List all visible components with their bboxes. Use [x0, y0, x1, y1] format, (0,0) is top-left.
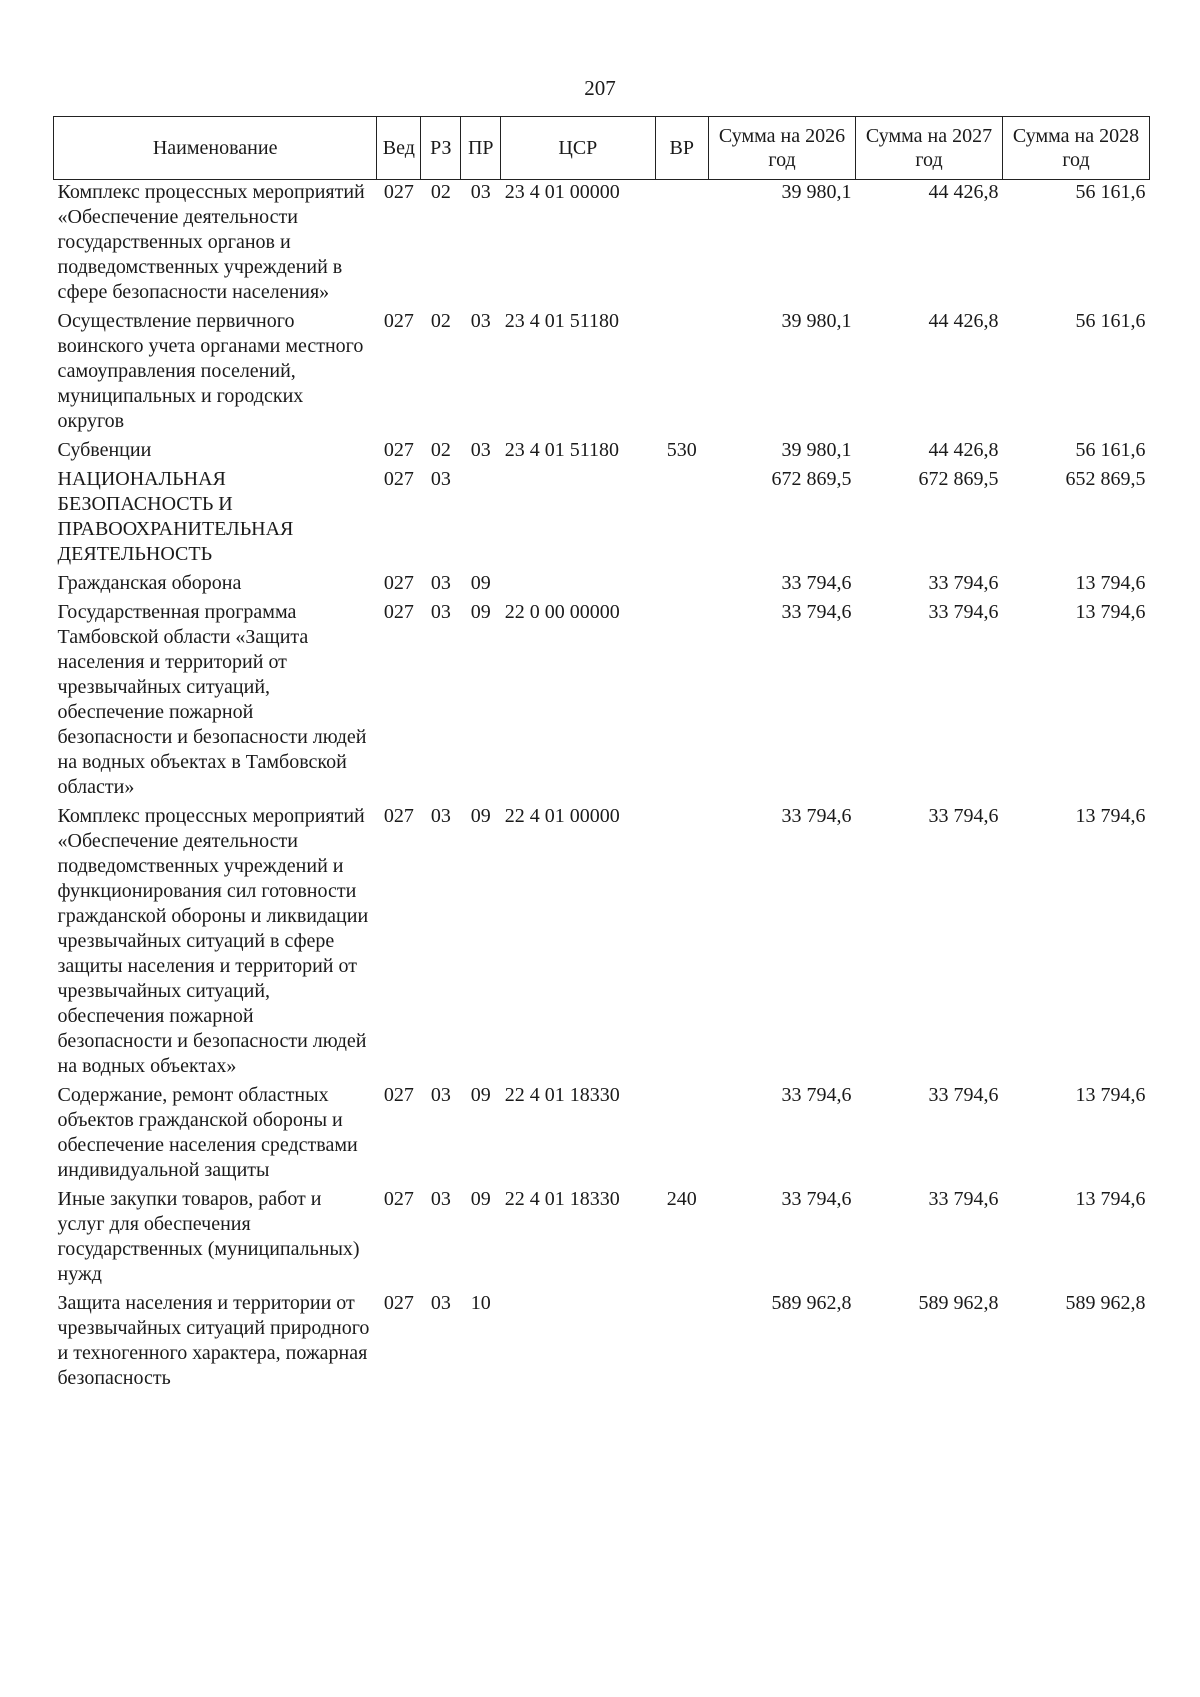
row-rz: 03: [430, 1188, 451, 1210]
row-ved: 027: [383, 1188, 414, 1210]
col-header-csr: ЦСР: [501, 117, 655, 180]
row-sum-2028: 56 161,6: [1075, 181, 1146, 203]
table-row-section: [54, 467, 1150, 571]
col-header-name: Наименование: [54, 117, 377, 180]
row-rz: 02: [430, 310, 451, 332]
row-csr: 23 4 01 00000: [504, 181, 620, 203]
col-header-sum-2026: Сумма на 2026 год: [709, 117, 856, 180]
row-ved: 027: [383, 1292, 414, 1314]
row-sum-2027: 672 869,5: [918, 468, 999, 490]
row-vr: [655, 1291, 709, 1395]
row-pr: 09: [470, 1188, 491, 1210]
row-sum-2027: 44 426,8: [928, 310, 999, 332]
row-name: Защита населения и территории от чрезвычайных ситуаций природного и техногенного характера, пожарная безопасность: [57, 1292, 370, 1389]
row-csr: [501, 571, 655, 600]
row-name: НАЦИОНАЛЬНАЯ БЕЗОПАСНОСТЬ И ПРАВООХРАНИТЕЛЬНАЯ ДЕЯТЕЛЬНОСТЬ: [57, 468, 294, 565]
row-csr: 22 4 01 18330: [504, 1188, 620, 1210]
row-rz: 03: [430, 1084, 451, 1106]
row-sum-2027: 33 794,6: [928, 1188, 999, 1210]
row-pr: 03: [470, 310, 491, 332]
row-csr: 23 4 01 51180: [504, 439, 619, 461]
row-sum-2027: 33 794,6: [928, 572, 999, 594]
col-header-rz: РЗ: [421, 117, 461, 180]
row-name: Осуществление первичного воинского учета органами местного самоуправления поселений, муниципальных и городских округов: [57, 310, 364, 432]
row-sum-2028: 652 869,5: [1065, 468, 1146, 490]
table-row: [54, 804, 1150, 1083]
row-sum-2027: 44 426,8: [928, 439, 999, 461]
row-sum-2027: 33 794,6: [928, 601, 999, 623]
row-ved: 027: [383, 181, 414, 203]
row-name: Содержание, ремонт областных объектов гражданской обороны и обеспечение населения средствами индивидуальной защиты: [57, 1084, 358, 1181]
row-name: Субвенции: [57, 439, 152, 461]
row-vr: [655, 467, 709, 571]
row-name: Иные закупки товаров, работ и услуг для обеспечения государственных (муниципальных) нужд: [57, 1188, 360, 1285]
row-vr: [655, 1083, 709, 1187]
row-rz: 03: [430, 805, 451, 827]
row-csr: 23 4 01 51180: [504, 310, 619, 332]
row-rz: 02: [430, 439, 451, 461]
row-vr: 240: [666, 1188, 697, 1210]
row-csr: 22 4 01 18330: [504, 1084, 620, 1106]
table-row: [54, 180, 1150, 310]
col-header-vr: ВР: [655, 117, 709, 180]
row-vr: 530: [666, 439, 697, 461]
row-sum-2026: 672 869,5: [771, 468, 852, 490]
row-sum-2026: 33 794,6: [781, 572, 852, 594]
row-pr: 03: [470, 181, 491, 203]
row-sum-2028: 13 794,6: [1075, 805, 1146, 827]
row-sum-2028: 13 794,6: [1075, 601, 1146, 623]
table-row: [54, 1083, 1150, 1187]
row-vr: [655, 571, 709, 600]
row-sum-2028: 13 794,6: [1075, 572, 1146, 594]
row-rz: 03: [430, 1292, 451, 1314]
row-rz: 03: [430, 468, 451, 490]
row-sum-2026: 39 980,1: [781, 310, 852, 332]
row-pr: 09: [470, 572, 491, 594]
row-sum-2028: 13 794,6: [1075, 1188, 1146, 1210]
row-pr: 10: [470, 1292, 491, 1314]
row-name: Комплекс процессных мероприятий «Обеспечение деятельности государственных органов и подведомственных учреждений в сфере безопасности населения»: [57, 181, 365, 303]
row-vr: [655, 600, 709, 804]
row-sum-2028: 13 794,6: [1075, 1084, 1146, 1106]
row-sum-2027: 33 794,6: [928, 805, 999, 827]
row-pr: 09: [470, 805, 491, 827]
row-ved: 027: [383, 601, 414, 623]
table-row: [54, 1187, 1150, 1291]
row-name: Гражданская оборона: [57, 572, 242, 594]
row-sum-2026: 33 794,6: [781, 1188, 852, 1210]
row-ved: 027: [383, 572, 414, 594]
row-pr: 09: [470, 601, 491, 623]
row-sum-2026: 33 794,6: [781, 601, 852, 623]
table-row: [54, 309, 1150, 438]
row-sum-2027: 44 426,8: [928, 181, 999, 203]
row-csr: 22 4 01 00000: [504, 805, 620, 827]
row-ved: 027: [383, 805, 414, 827]
row-pr: [461, 467, 501, 571]
row-pr: 03: [470, 439, 491, 461]
row-ved: 027: [383, 468, 414, 490]
row-vr: [655, 804, 709, 1083]
row-ved: 027: [383, 310, 414, 332]
row-ved: 027: [383, 439, 414, 461]
col-header-ved: Вед: [377, 117, 421, 180]
row-ved: 027: [383, 1084, 414, 1106]
row-pr: 09: [470, 1084, 491, 1106]
row-csr: [501, 467, 655, 571]
row-name: Комплекс процессных мероприятий «Обеспечение деятельности подведомственных учреждений и функционирования сил готовности гражданской обороны и ликвидации чрезвычайных ситуаций в сфере защиты населения и территорий от чрезвычайных ситуаций, обеспечения пожарной безопасности и безопасности людей на водных объектах»: [57, 805, 369, 1077]
table-header-row: [54, 117, 1150, 180]
row-name: Государственная программа Тамбовской области «Защита населения и территорий от чрезвычайных ситуаций, обеспечение пожарной безопасности и безопасности людей на водных объектах в Тамбовской области»: [57, 601, 367, 798]
row-sum-2026: 589 962,8: [771, 1292, 852, 1314]
row-csr: [501, 1291, 655, 1395]
col-header-sum-2028: Сумма на 2028 год: [1002, 117, 1149, 180]
row-vr: [655, 309, 709, 438]
table-row: [54, 438, 1150, 467]
row-sum-2028: 56 161,6: [1075, 310, 1146, 332]
table-row: [54, 600, 1150, 804]
budget-table: [53, 116, 1150, 1395]
row-rz: 03: [430, 572, 451, 594]
row-sum-2028: 589 962,8: [1065, 1292, 1146, 1314]
row-csr: 22 0 00 00000: [504, 601, 620, 623]
row-sum-2026: 39 980,1: [781, 439, 852, 461]
row-sum-2027: 589 962,8: [918, 1292, 999, 1314]
table-row: [54, 571, 1150, 600]
row-rz: 02: [430, 181, 451, 203]
col-header-pr: ПР: [461, 117, 501, 180]
row-sum-2028: 56 161,6: [1075, 439, 1146, 461]
col-header-sum-2027: Сумма на 2027 год: [856, 117, 1003, 180]
row-sum-2027: 33 794,6: [928, 1084, 999, 1106]
table-row: [54, 1291, 1150, 1395]
row-sum-2026: 39 980,1: [781, 181, 852, 203]
page-number: 207: [584, 76, 616, 100]
row-rz: 03: [430, 601, 451, 623]
row-sum-2026: 33 794,6: [781, 805, 852, 827]
row-vr: [655, 180, 709, 310]
row-sum-2026: 33 794,6: [781, 1084, 852, 1106]
